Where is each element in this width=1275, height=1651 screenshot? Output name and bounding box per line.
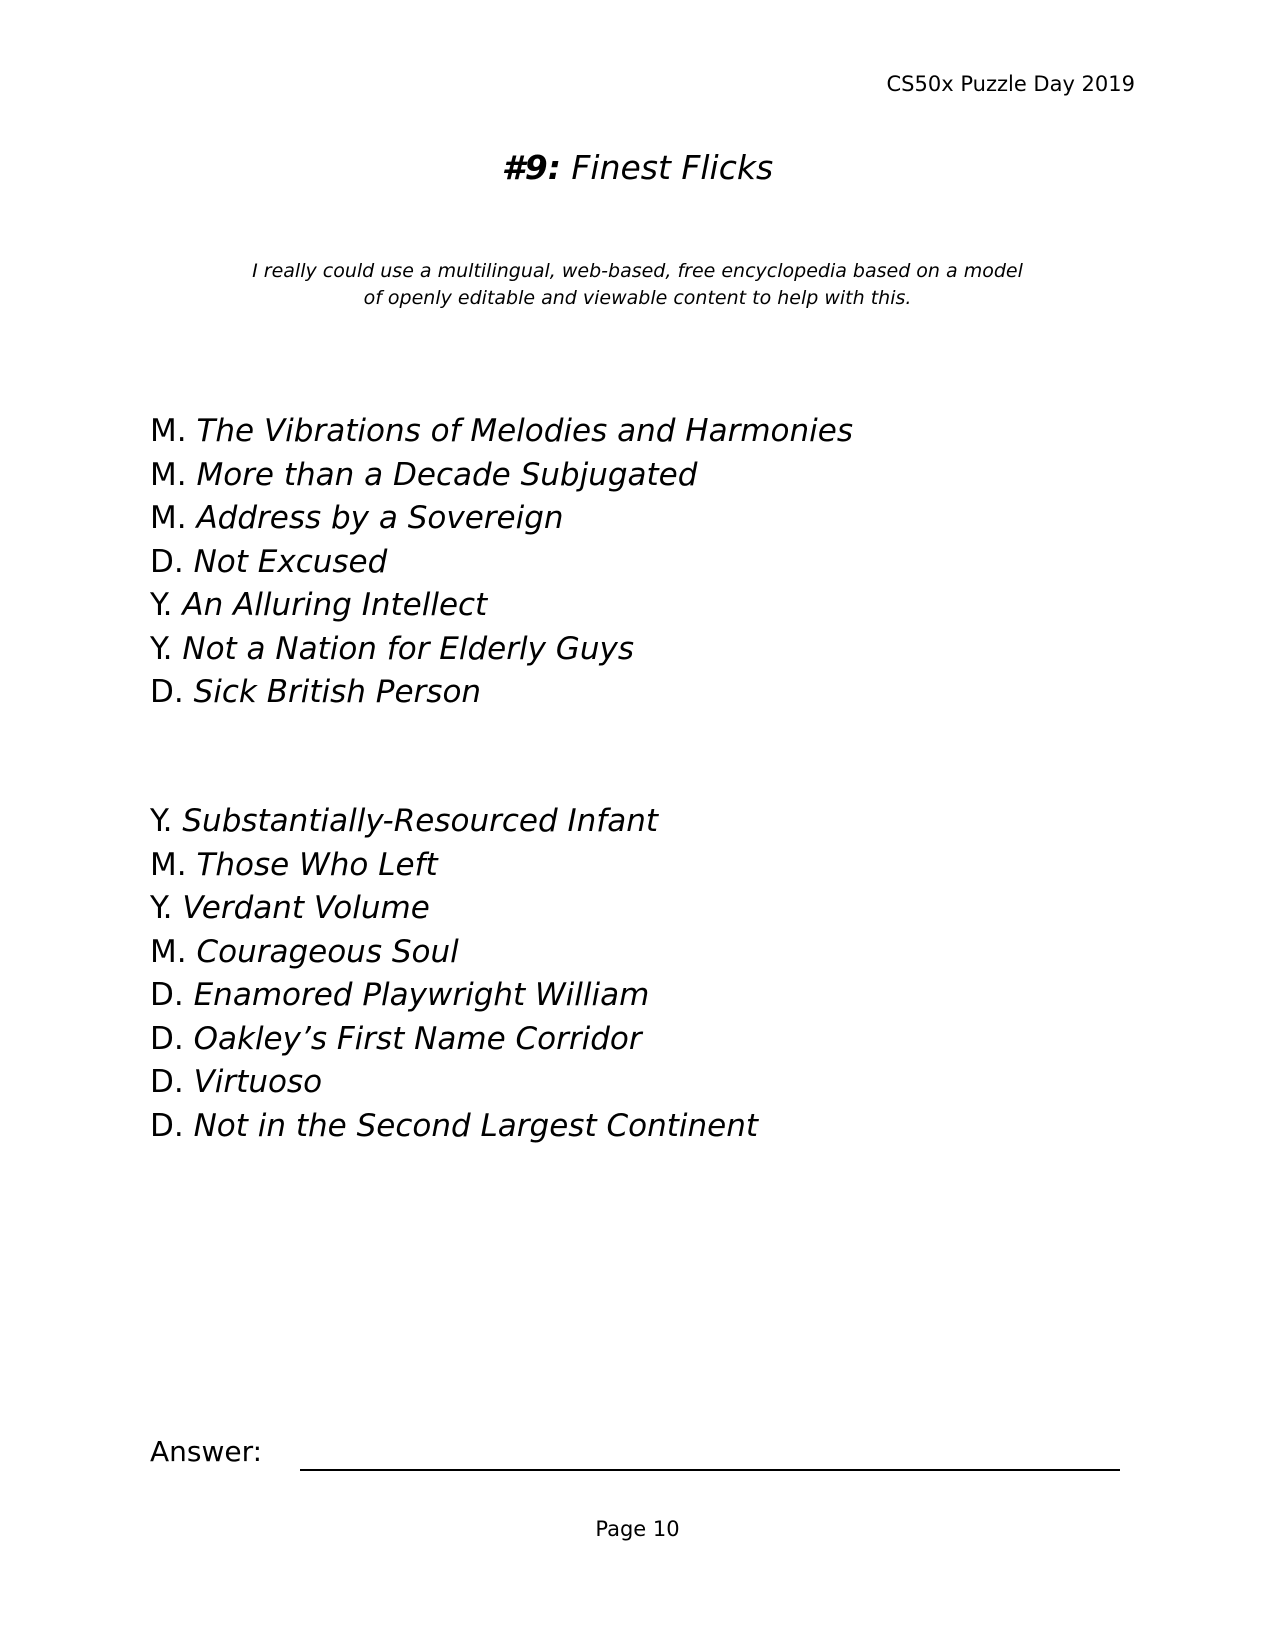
clue-title: Sick British Person <box>193 674 482 710</box>
clue-letter: M. <box>150 500 187 536</box>
clue-title: Verdant Volume <box>182 890 430 926</box>
clue-item <box>150 887 758 931</box>
clue-list-group-1 <box>150 410 853 715</box>
clue-letter: D. <box>150 1107 184 1144</box>
clue-title: An Alluring Intellect <box>182 587 488 623</box>
clue-item <box>150 1105 758 1149</box>
clue-letter: D. <box>150 543 184 580</box>
clue-title: The Vibrations of Melodies and Harmonies <box>196 413 853 449</box>
answer-row <box>150 1435 1125 1475</box>
clue-letter: Y. <box>150 630 173 667</box>
clue-letter: D. <box>150 674 184 710</box>
answer-blank-line[interactable] <box>300 1469 1120 1471</box>
clue-letter: D. <box>150 1020 184 1057</box>
clue-list-group-2 <box>150 800 758 1148</box>
puzzle-name: Finest Flicks <box>571 148 774 187</box>
flavor-text <box>0 258 1275 312</box>
clue-title: Substantially-Resourced Infant <box>182 803 659 839</box>
clue-title: Enamored Playwright William <box>193 977 650 1013</box>
clue-title: Courageous Soul <box>196 933 459 970</box>
clue-letter: Y. <box>150 803 173 839</box>
puzzle-number: #9: <box>501 148 561 187</box>
puzzle-title <box>0 148 1275 187</box>
clue-letter: M. <box>150 456 187 493</box>
clue-item <box>150 1061 758 1105</box>
flavor-line-2: of openly editable and viewable content to help with this. <box>363 287 912 309</box>
clue-title: Those Who Left <box>196 846 438 883</box>
clue-letter: D. <box>150 977 184 1013</box>
clue-item <box>150 974 758 1018</box>
clue-item <box>150 584 853 628</box>
clue-title: More than a Decade Subjugated <box>196 456 698 493</box>
clue-item <box>150 671 853 715</box>
clue-item <box>150 410 853 454</box>
clue-item <box>150 1018 758 1062</box>
clue-letter: M. <box>150 933 187 970</box>
clue-letter: M. <box>150 413 187 449</box>
clue-item <box>150 931 758 975</box>
clue-title: Oakley’s First Name Corridor <box>193 1020 642 1057</box>
clue-title: Not a Nation for Elderly Guys <box>182 630 634 667</box>
clue-item <box>150 497 853 541</box>
clue-title: Not Excused <box>193 543 388 580</box>
clue-title: Virtuoso <box>193 1064 323 1100</box>
clue-letter: Y. <box>150 890 173 926</box>
clue-item <box>150 628 853 672</box>
clue-title: Address by a Sovereign <box>196 500 564 536</box>
clue-item <box>150 800 758 844</box>
clue-letter: M. <box>150 846 187 883</box>
flavor-line-1: I really could use a multilingual, web-based, free encyclopedia based on a model <box>252 260 1023 282</box>
clue-letter: Y. <box>150 587 173 623</box>
clue-letter: D. <box>150 1064 184 1100</box>
page-number: Page 10 <box>595 1517 680 1541</box>
event-header: CS50x Puzzle Day 2019 <box>886 72 1135 96</box>
clue-item <box>150 454 853 498</box>
clue-item <box>150 541 853 585</box>
answer-label: Answer: <box>150 1435 263 1468</box>
clue-title: Not in the Second Largest Continent <box>193 1107 759 1144</box>
clue-item <box>150 844 758 888</box>
